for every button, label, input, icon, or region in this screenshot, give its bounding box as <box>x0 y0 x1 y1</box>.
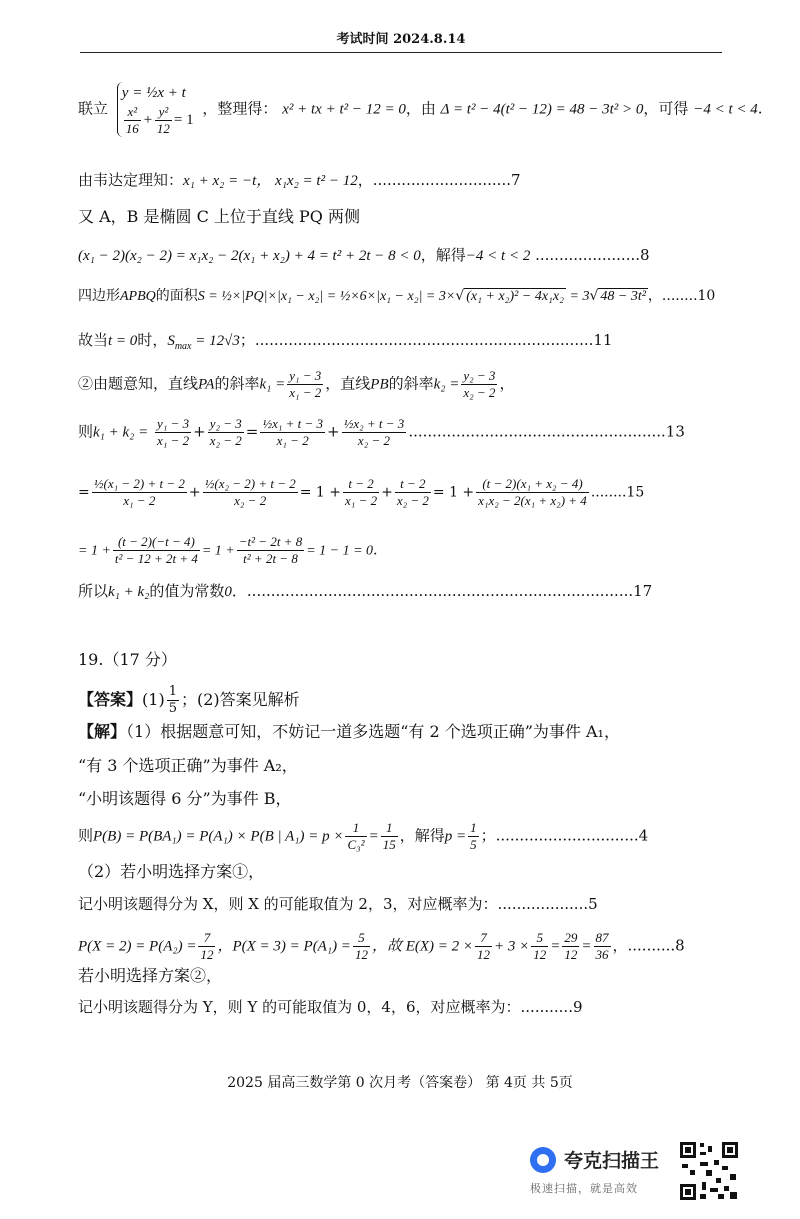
fraction: $\frac{t - 2}{\text{x₁ − 2}}$ <box>345 476 378 508</box>
score-dots: ；..............................4 <box>480 826 649 845</box>
text: ，整理得： <box>202 99 278 118</box>
sqrt-expression: 48 − 3t² <box>600 289 646 304</box>
scanner-brand: 夸克扫描王 <box>564 1150 660 1172</box>
solution-line-4 <box>78 820 648 853</box>
text: ，解得 <box>420 246 466 264</box>
equation-line: y = ½x + t <box>121 85 186 101</box>
equation-system <box>117 82 194 137</box>
fraction: $\frac{\text{½x₁ + t − 3}}{\text{x₁ − 2}}$ <box>262 416 324 448</box>
solution-line-9: 记小明该题得分为 Y，则 Y 的可能取值为 0，4，6，对应概率为：...........9 <box>78 998 583 1016</box>
text: 则 <box>78 826 94 845</box>
solution-line-3: “小明该题得 6 分”为事件 B， <box>78 789 292 808</box>
fraction: $\frac{\text{y₁ − 3}}{\text{x₁ − 2}}$ <box>157 416 190 448</box>
math-expression: PB <box>370 376 389 393</box>
question-19-heading: 19.（17 分） <box>78 650 177 669</box>
line-sides: 又 A，B 是椭圆 C 上位于直线 PQ 两侧 <box>78 207 360 226</box>
math-expression: + 3 × <box>494 938 530 955</box>
math-expression: = 3 <box>566 289 590 304</box>
math-expression: Δ = t² − 4(t² − 12) = 48 − 3t² > 0 <box>440 101 644 118</box>
line-system: 联立 y = ½x + t $\frac{\text{x²}}{16}$ + $\frac{\text{y²}}{12}$ = 1 ，整理得： x² + tx + t² − 12 = 0，由 Δ = t² − 4(t² − 12) = 48 − 3t² > 0，可得 −4 < t < 4. <box>78 82 763 137</box>
line-slopes <box>78 368 514 401</box>
fraction: $\frac{\text{y₂ − 3}}{\text{x₂ − 2}}$ <box>209 416 242 448</box>
math-expression: APBQ <box>120 289 156 304</box>
math-expression: −4 < t < 2 <box>465 248 531 264</box>
text: 故当 <box>78 331 109 349</box>
text: 的值为常数 <box>149 582 225 600</box>
math-expression: = <box>581 938 592 955</box>
answer-label: 【答案】 <box>78 690 143 709</box>
fraction: $\frac{29}{12}$ <box>564 930 578 962</box>
fraction: $\frac{7}{12}$ <box>200 930 214 962</box>
line-max <box>78 330 612 357</box>
math-expression: = <box>550 938 561 955</box>
score-dots: ．.................................................................................17 <box>231 582 653 600</box>
fraction: $\frac{7}{12}$ <box>477 930 490 962</box>
line-sum15: = $\frac{\text{½(x₁ − 2) + t − 2}}{\text{x₁ − 2}}$ + $\frac{\text{½(x₂ − 2) + t − 2}}{\text{x₂ − 2}}$ = 1 + $\frac{t - 2}{\text{x₁ − 2}}$ + $\frac{t - 2}{\text{x₂ − 2}}$ = 1 + $\frac{\text{(t − 2)(x₁ + x₂ − 4)}}{\text{x₁x₂ − 2(x₁ + x₂) + 4}}$ ........15 <box>78 476 645 508</box>
fraction: $\frac{87}{36}$ <box>595 930 609 962</box>
sqrt-expression: (x₁ + x₂)² − 4x₁x₂ <box>466 289 564 304</box>
fraction: $\frac{\text{(t − 2)(x₁ + x₂ − 4)}}{\text{x₁x₂ − 2(x₁ + x₂) + 4}}$ <box>478 476 587 508</box>
fraction: $\frac{t - 2}{\text{x₂ − 2}}$ <box>396 476 429 508</box>
text: 所以 <box>78 582 109 600</box>
score-dots: ，.............................7 <box>357 171 521 189</box>
solution-line-5: （2）若小明选择方案①， <box>78 862 265 881</box>
score-dots: ，..........8 <box>612 936 685 955</box>
scanner-watermark <box>530 1142 670 1202</box>
text: 由韦达定理知： <box>78 171 184 189</box>
text: （1）根据题意可知，不妨记一道多选题“有 2 个选项正确”为事件 A₁， <box>126 722 620 741</box>
math-expression: = 1 − 1 = 0 <box>306 543 374 559</box>
line-product <box>78 245 650 266</box>
math-expression: = 12√3 <box>191 333 240 349</box>
math-expression: t = 0 <box>108 333 138 349</box>
fraction: $\frac{5}{12}$ <box>533 930 547 962</box>
text: ，由 <box>405 99 436 118</box>
circled-number: ② <box>78 374 94 393</box>
text: ． <box>373 542 388 559</box>
solution-line-1 <box>78 722 620 742</box>
text: 的斜率 <box>214 374 260 393</box>
fraction: $\frac{1}{\text{C₃²}}$ <box>347 820 365 852</box>
fraction: $\frac{\text{x²}}{16}$ <box>125 104 139 136</box>
text: ，可得 <box>643 99 689 118</box>
fraction: $\frac{5}{12}$ <box>354 930 368 962</box>
math-expression: ，P(X = 3) = P(A₁) = <box>217 938 351 955</box>
page-footer: 2025 届高三数学第 0 次月考（答案卷） 第 4页 共 5页 <box>227 1075 573 1091</box>
fraction: $\frac{1}{5}$ <box>470 820 477 852</box>
solution-label: 【解】 <box>78 722 127 741</box>
math-expression: 0 <box>224 584 232 600</box>
solution-line-2: “有 3 个选项正确”为事件 A₂， <box>78 756 298 775</box>
fraction: $\frac{(t - 2)(-t - 4)}{\text{t² − 12 + 2t + 4}}$ <box>114 534 198 566</box>
text: 的斜率 <box>388 374 434 393</box>
fraction: $\frac{\text{y₂ − 3}}{\text{x₂ − 2}}$ <box>463 368 496 400</box>
answer-line <box>78 684 300 717</box>
text: ，解得 <box>399 826 445 845</box>
text: ；(2)答案见解析 <box>180 690 300 709</box>
exam-time-header: 考试时间 2024.8.14 <box>80 30 722 53</box>
math-expression: x² + tx + t² − 12 = 0 <box>282 101 406 118</box>
fraction: $\frac{\text{y₁ − 3}}{\text{x₁ − 2}}$ <box>289 368 322 400</box>
math-expression: k₁ + k₂ = <box>93 424 149 441</box>
text: (1) <box>142 690 165 709</box>
math-expression: S <box>167 333 175 349</box>
math-expression: P(X = 2) = P(A₂) = <box>78 938 197 955</box>
score-dots: ；.......................................................................11 <box>239 331 613 349</box>
fraction: $\frac{\text{½x₂ + t − 3}}{\text{x₂ − 2}}$ <box>343 416 405 448</box>
math-expression: k₂ = <box>433 376 460 393</box>
subscript: max <box>174 341 192 352</box>
ellipse-equation: $\frac{\text{x²}}{16}$ + $\frac{\text{y²}}{12}$ = 1 <box>125 104 194 136</box>
scanner-slogan: 极速扫描，就是高效 <box>530 1182 638 1195</box>
fraction: $\frac{\text{−t² − 2t + 8}}{\text{t² + 2t − 8}}$ <box>238 534 303 566</box>
line-area: 四边形APBQ的面积S = ½×|PQ|×|x₁ − x₂| = ½×6×|x₁ − x₂| = 3×√ (x₁ + x₂)² − 4x₁x₂ = 3√ 48 − 3t² ，........10 <box>78 288 716 304</box>
text: ，直线 <box>325 374 371 393</box>
line-conclusion <box>78 581 652 602</box>
math-expression: −4 < t < 4 <box>693 101 758 118</box>
math-expression: x₁ + x₂ = −t， x₁x₂ = t² − 12 <box>183 173 358 189</box>
math-expression: p = <box>444 828 467 845</box>
text: ， <box>499 374 515 393</box>
text: 四边形 <box>78 288 120 304</box>
score-dots: ........15 <box>590 484 645 501</box>
math-expression: = 1 + <box>78 543 111 559</box>
solution-line-8: 若小明选择方案②， <box>78 966 223 985</box>
math-expression: P(B) = P(BA₁) = P(A₁) × P(B | A₁) = p × <box>93 828 344 845</box>
line-vieta <box>78 170 521 191</box>
math-expression: (x₁ − 2)(x₂ − 2) = x₁x₂ − 2(x₁ + x₂) + 4 = t² + 2t − 8 < 0 <box>78 248 421 264</box>
text: 的面积 <box>155 288 198 304</box>
text: 联立 <box>78 99 109 118</box>
math-expression: PA <box>198 376 215 393</box>
scanner-logo-icon <box>530 1147 556 1173</box>
solution-line-7 <box>78 930 685 963</box>
math-expression: = <box>368 828 379 845</box>
math-expression: k₁ = <box>259 376 286 393</box>
math-expression: = 1 + <box>201 543 235 559</box>
score-dots: ......................................................13 <box>408 422 685 441</box>
solution-line-6: 记小明该题得分为 X，则 X 的可能取值为 2，3，对应概率为：...................5 <box>78 895 598 913</box>
fraction: $\frac{\text{y²}}{12}$ <box>156 104 170 136</box>
line-sum16 <box>78 534 387 567</box>
math-expression: ，故 E(X) = 2 × <box>371 938 473 955</box>
math-expression: k₁ + k₂ <box>108 584 150 600</box>
fraction: $\frac{\text{½(x₂ − 2) + t − 2}}{\text{x₂ − 2}}$ <box>204 476 296 508</box>
score-dots: ，........10 <box>647 288 716 304</box>
text: 则 <box>78 422 94 441</box>
qr-code-icon <box>678 1140 740 1202</box>
score-dots: ......................8 <box>535 246 650 264</box>
line-sum13: 则k₁ + k₂ = $\frac{\text{y₁ − 3}}{\text{x₁ − 2}}$ + $\frac{\text{y₂ − 3}}{\text{x₂ − 2}}$ = $\frac{\text{½x₁ + t − 3}}{\text{x₁ − 2}}$ + $\frac{\text{½x₂ + t − 3}}{\text{x₂ − 2}}$ ......................................................13 <box>78 416 685 448</box>
math-expression: S = ½×|PQ|×|x₁ − x₂| = ½×6×|x₁ − x₂| = 3× <box>197 289 456 304</box>
text: 由题意知，直线 <box>93 374 199 393</box>
fraction: $\frac{1}{15}$ <box>382 820 396 852</box>
fraction: $\frac{\text{½(x₁ − 2) + t − 2}}{\text{x₁ − 2}}$ <box>93 476 185 508</box>
fraction: $\frac{1}{5}$ <box>168 684 177 716</box>
text: 时， <box>137 331 168 349</box>
